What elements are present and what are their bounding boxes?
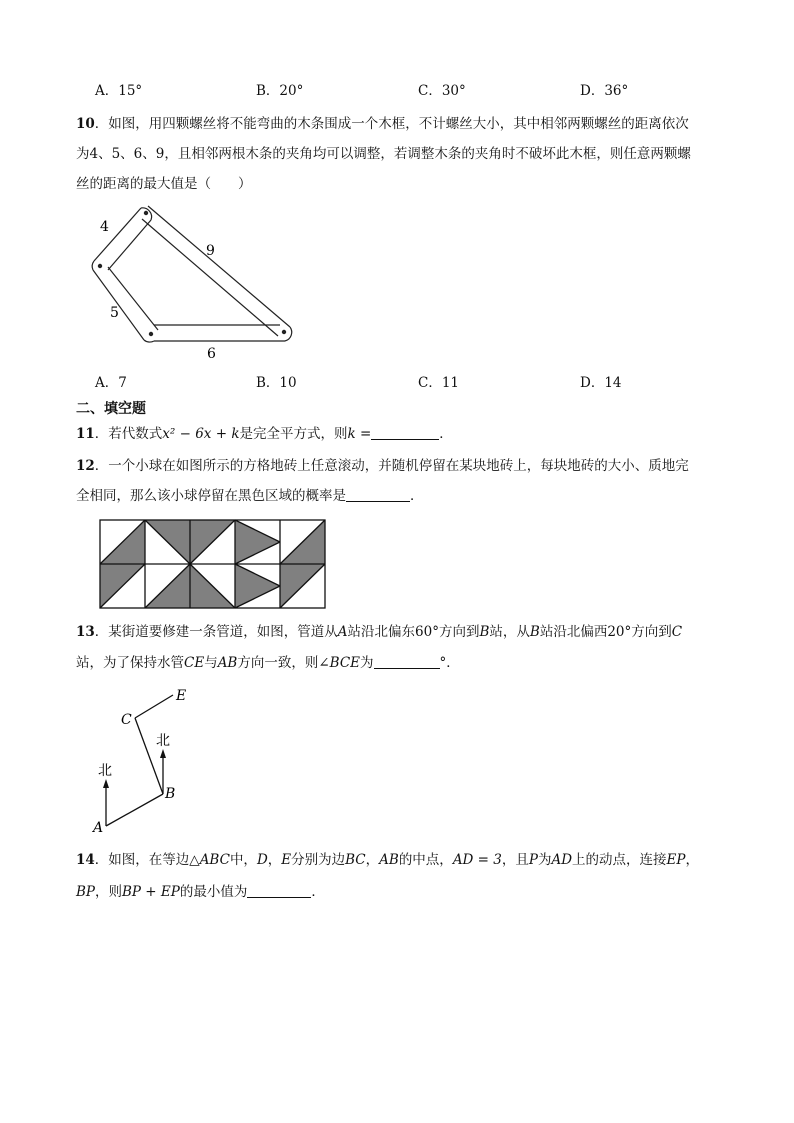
q12-line1: [76, 456, 689, 476]
q14-comma: ，: [267, 852, 282, 868]
q13-text8: 为: [360, 655, 374, 671]
q14-text3: 分别为边: [291, 852, 346, 868]
q12-number: 12: [76, 458, 95, 474]
section-title-fill-blank: 二、填空题: [76, 401, 146, 417]
north-arrow-b-icon: [160, 749, 166, 758]
q10-wood-frame-figure: [80, 200, 310, 365]
q10-line2: 为4、5、6、9，且相邻两根木条的夹角均可以调整，若调整木条的夹角时不破坏此木框，则任意两颗螺: [76, 146, 691, 162]
q14-answer-blank[interactable]: [247, 883, 311, 898]
q11-line: [76, 424, 453, 444]
q14-ab: AB: [379, 852, 399, 868]
q10-option-b: B．10: [256, 375, 297, 391]
q10-option-a: A．7: [95, 375, 127, 391]
q12-text3: ．: [410, 488, 424, 504]
q9-option-c: C．30°: [418, 83, 466, 99]
q11-text2: 是完全平方式，则: [239, 426, 348, 442]
q14-text9: ，: [685, 852, 699, 868]
q13-station-b: B: [479, 624, 490, 640]
q9-option-a: A．15°: [95, 83, 143, 99]
q13-text9: °．: [439, 655, 460, 671]
q11-text1: ．若代数式: [94, 426, 163, 442]
q14-text4: ，: [365, 852, 380, 868]
q13-label-north-b: 北: [156, 733, 170, 749]
q14-ad: AD: [551, 852, 573, 868]
q13-line2: [76, 653, 460, 673]
q14-text7: 为: [537, 852, 552, 868]
q14-text5: 的中点，: [398, 852, 453, 868]
screw-bottom-right: [282, 330, 286, 334]
q14-text8: 上的动点，连接: [572, 852, 667, 868]
q14-p: P: [528, 852, 538, 868]
q14-text12: ．: [311, 884, 325, 900]
q13-label-a: A: [93, 820, 104, 836]
q14-bc: BC: [345, 852, 366, 868]
q12-tile-grid-figure: [99, 519, 327, 609]
q9-option-d: D．36°: [580, 83, 629, 99]
q14-bp: BP: [76, 884, 96, 900]
q13-text5: 站，为了保持水管: [76, 655, 184, 671]
q14-text6: ，且: [501, 852, 529, 868]
q10-label-9: 9: [206, 243, 215, 259]
q14-text11: 的最小值为: [179, 884, 248, 900]
q10-label-5: 5: [110, 305, 119, 321]
q13-answer-blank[interactable]: [374, 654, 440, 669]
q10-number: 10: [76, 116, 95, 132]
q14-abc: ABC: [199, 852, 230, 868]
q13-label-b: B: [165, 786, 176, 802]
q14-text10: ，则: [95, 884, 123, 900]
q14-d: D: [256, 852, 268, 868]
q13-number: 13: [76, 624, 95, 640]
q11-number: 11: [76, 426, 95, 442]
q14-line2: [76, 882, 325, 902]
q13-text6: 与: [204, 655, 218, 671]
q14-text1: ．如图，在等边△: [94, 852, 200, 868]
q13-label-c: C: [121, 712, 132, 728]
q14-line1: [76, 850, 699, 870]
q11-variable: k =: [347, 426, 372, 442]
q13-text4: 站沿北偏西20°方向到: [539, 624, 672, 640]
q10-option-c: C．11: [418, 375, 460, 391]
q13-text3: 站，从: [489, 624, 530, 640]
q10-option-d: D．14: [580, 375, 622, 391]
q13-text2: 站沿北偏东60°方向到: [347, 624, 480, 640]
q13-text1: ．某街道要修建一条管道，如图，管道从: [94, 624, 338, 640]
q13-pipeline-figure: [88, 684, 198, 840]
q14-number: 14: [76, 852, 95, 868]
q12-answer-blank[interactable]: [346, 487, 410, 502]
q14-bp-ep: BP + EP: [122, 884, 180, 900]
q13-station-a: A: [337, 624, 348, 640]
q12-text1: ．一个小球在如图所示的方格地砖上任意滚动，并随机停留在某块地砖上，每块地砖的大小、质地完: [94, 458, 689, 474]
q14-ep: EP: [666, 852, 686, 868]
q11-answer-blank[interactable]: [371, 425, 439, 440]
q13-line1: [76, 622, 682, 642]
q12-line2: [76, 486, 424, 506]
q13-station-b-2: B: [529, 624, 540, 640]
q9-option-b: B．20°: [256, 83, 304, 99]
q13-text7: 方向一致，则∠: [237, 655, 330, 671]
q14-e: E: [281, 852, 292, 868]
north-arrow-a-icon: [103, 779, 109, 788]
screw-bottom-left: [149, 332, 153, 336]
q11-text3: ．: [439, 426, 453, 442]
q10-line1: [76, 114, 689, 134]
q10-line3: 丝的距离的最大值是（ ）: [76, 176, 252, 192]
q10-text1: ．如图，用四颗螺丝将不能弯曲的木条围成一个木框，不计螺丝大小，其中相邻两颗螺丝的距离依次: [94, 116, 689, 132]
q11-expression: x² − 6x + k: [162, 426, 240, 442]
screw-top: [144, 211, 148, 215]
q12-text2: 全相同，那么该小球停留在黑色区域的概率是: [76, 488, 346, 504]
q10-label-4: 4: [100, 219, 109, 235]
q14-ad-eq: AD = 3: [452, 852, 502, 868]
q13-ab: AB: [217, 655, 238, 671]
q13-label-north-a: 北: [98, 763, 112, 779]
q13-bce: BCE: [329, 655, 361, 671]
q10-label-6: 6: [207, 346, 216, 362]
q13-label-e: E: [176, 688, 187, 704]
screw-left: [98, 264, 102, 268]
q13-station-c: C: [671, 624, 683, 640]
q14-text2: 中，: [229, 852, 257, 868]
q13-ce: CE: [184, 655, 205, 671]
